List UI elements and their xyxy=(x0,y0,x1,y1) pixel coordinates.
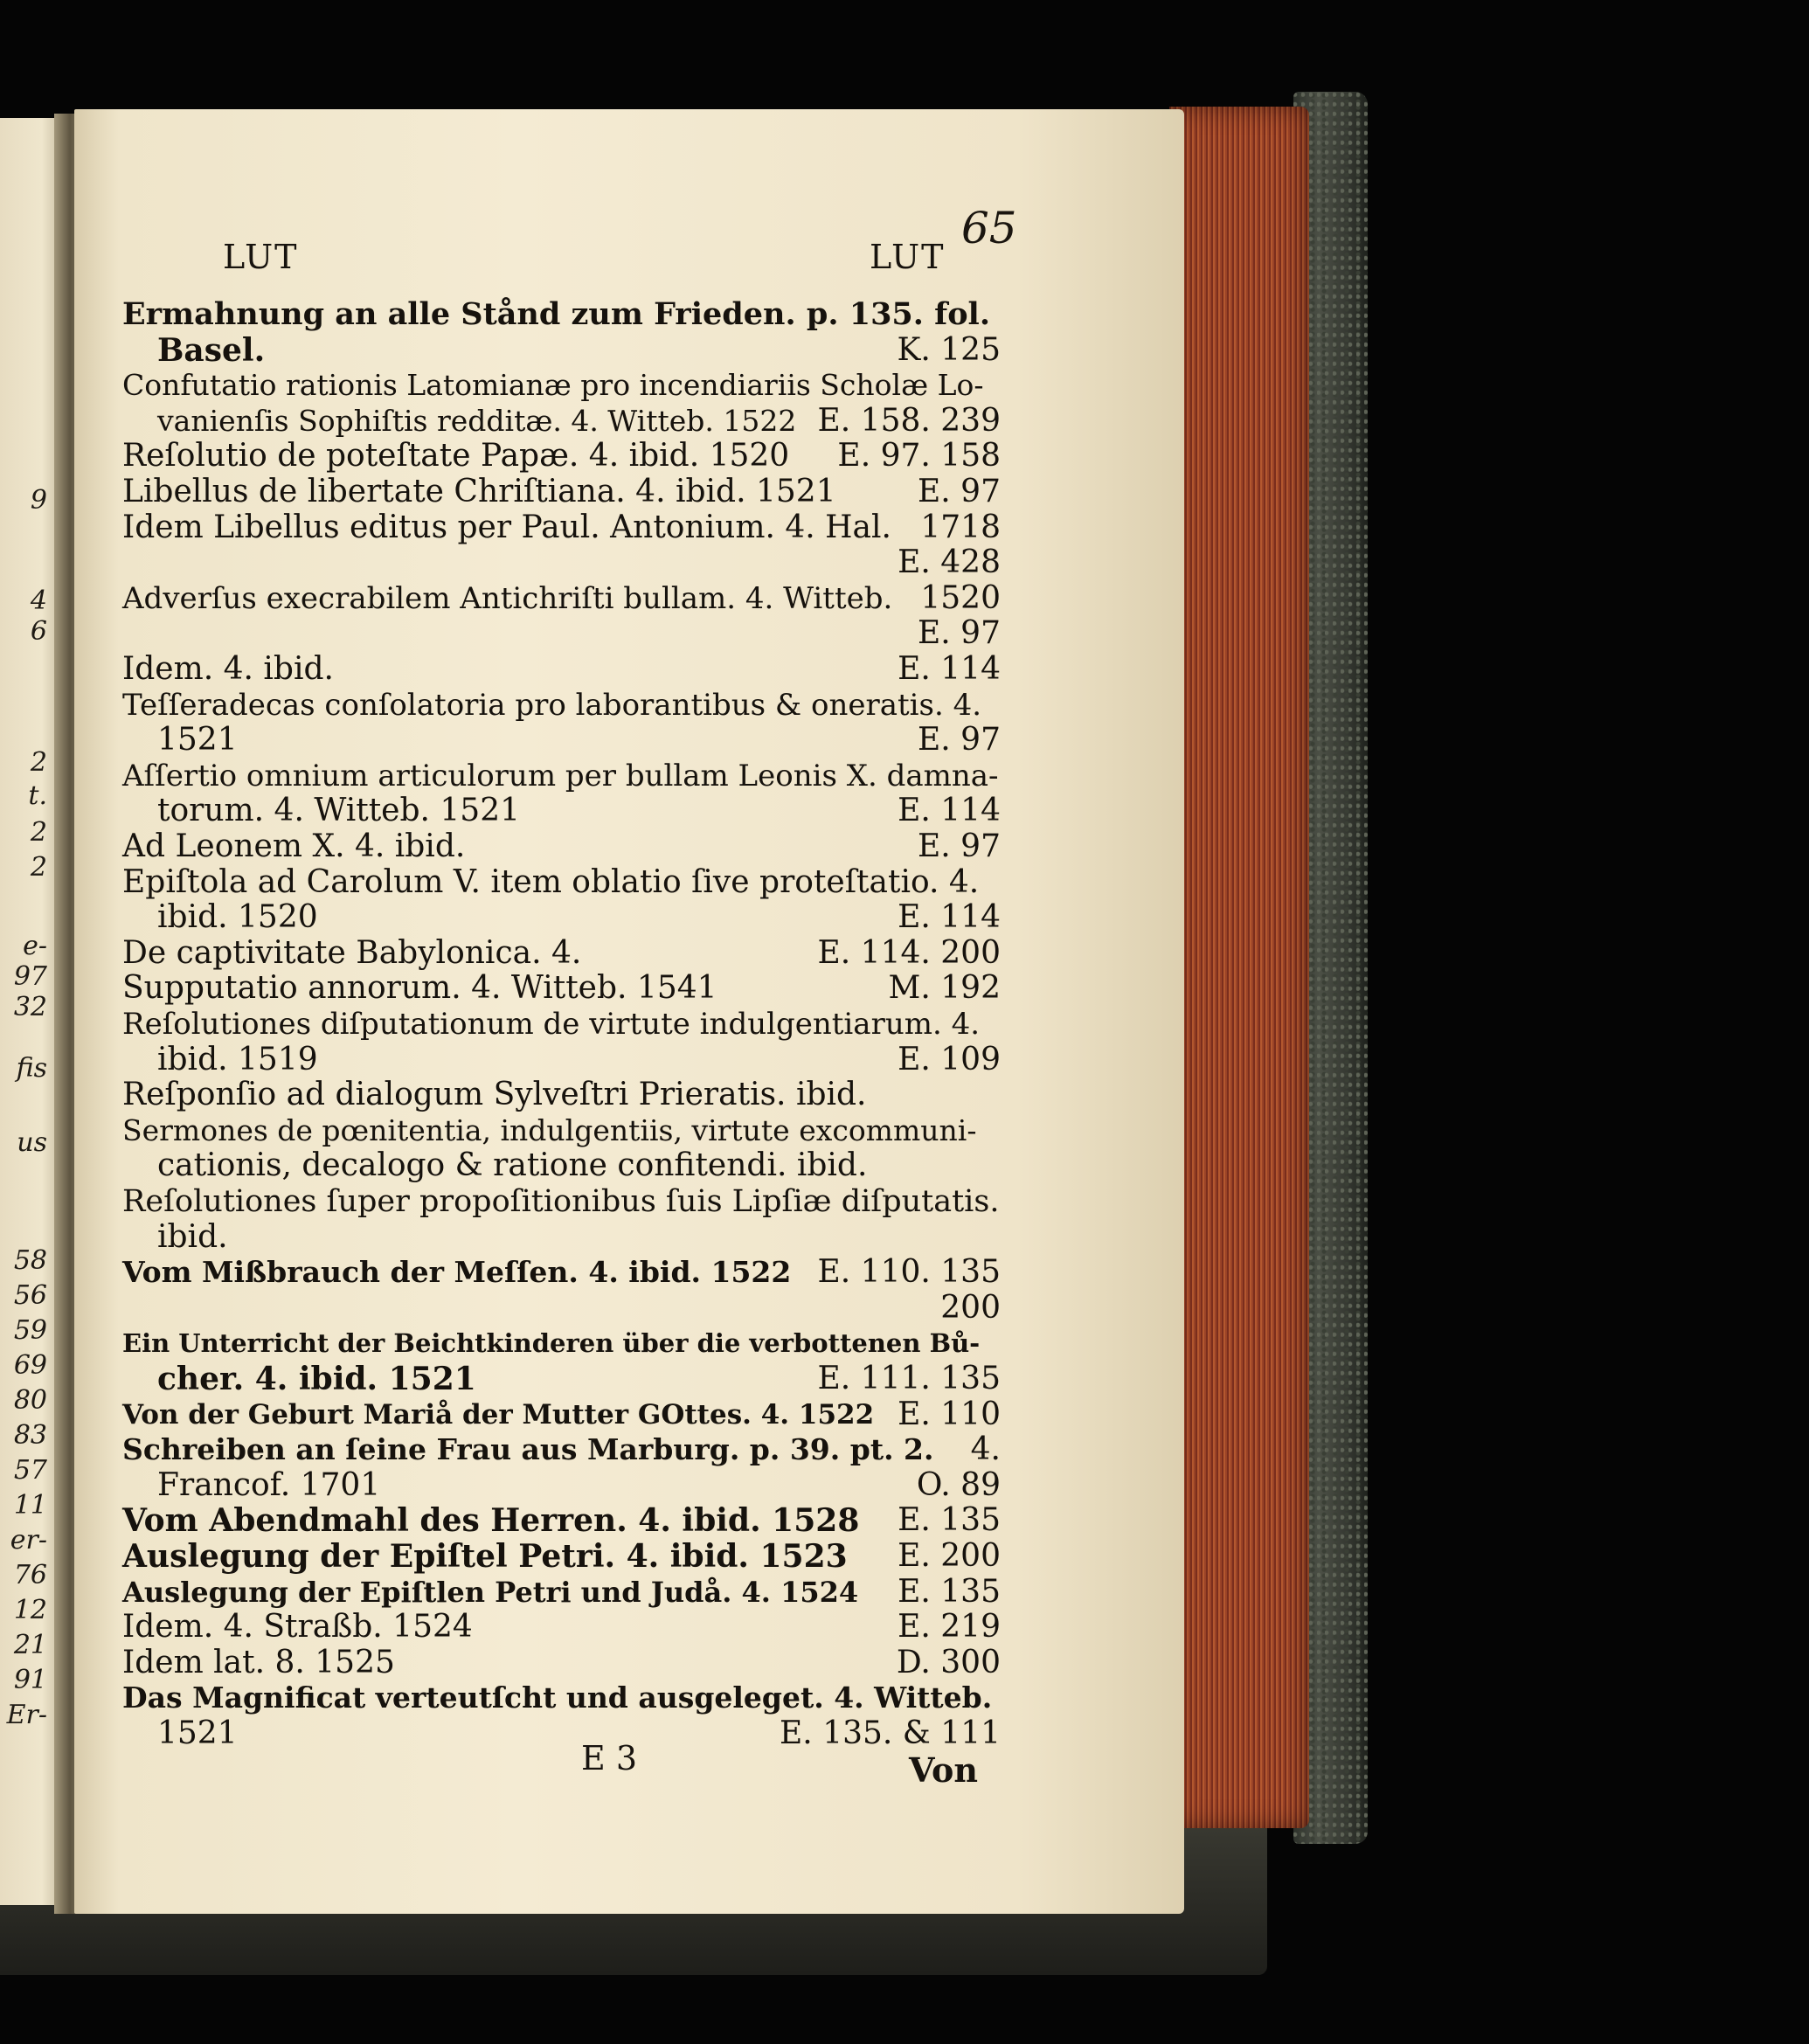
entry-shelfmark: E. 97 xyxy=(918,615,1001,652)
entry-text: ibid. 1520 xyxy=(157,899,318,936)
left-page-fragment: 58 xyxy=(13,1245,47,1276)
left-page-fragment: 97 xyxy=(13,961,47,992)
left-page-fragment: 32 xyxy=(13,992,47,1022)
running-head-left: LUT xyxy=(223,238,299,276)
entry-text: vanienſis Sophiſtis redditæ. 4. Witteb. 1522 xyxy=(157,403,797,438)
entry-shelfmark: E. 97. 158 xyxy=(837,438,1001,475)
entry-shelfmark: M. 192 xyxy=(888,970,1001,1007)
entry-line xyxy=(122,1716,1001,1751)
left-page-fragment: 11 xyxy=(13,1490,47,1521)
entry-shelfmark: K. 125 xyxy=(897,331,1001,368)
entry-shelfmark: E. 158. 239 xyxy=(817,402,1001,439)
left-page-fragment: 59 xyxy=(13,1315,47,1346)
entry-line xyxy=(122,1610,1001,1645)
entry-text: 1521 xyxy=(157,1715,238,1751)
entry-text: Reſponſio ad dialogum Sylveſtri Prieratis. ibid. xyxy=(122,1077,867,1113)
page-number: 65 xyxy=(961,203,1017,253)
entry-shelfmark: E. 135 xyxy=(898,1502,1001,1539)
left-page-fragment: 12 xyxy=(13,1595,47,1625)
entry-line xyxy=(122,1362,1001,1396)
entry-text: Basel. xyxy=(157,331,266,369)
entry-shelfmark: E. 114 xyxy=(898,793,1001,829)
left-page-fragment: t. xyxy=(28,780,47,811)
entry-line xyxy=(122,829,1001,864)
entry-line xyxy=(122,1007,1001,1042)
entry-text: Supputatio annorum. 4. Witteb. 1541 xyxy=(122,970,717,1007)
entry-line xyxy=(122,333,1001,368)
left-page-fragment: 2 xyxy=(30,817,47,848)
entry-line xyxy=(122,723,1001,758)
left-page-fragment: us xyxy=(17,1127,47,1158)
entry-line xyxy=(122,1680,1001,1715)
entry-shelfmark: E. 109 xyxy=(898,1041,1001,1077)
entry-line xyxy=(122,1575,1001,1610)
entry-shelfmark: E. 219 xyxy=(898,1609,1001,1646)
left-page-fragment: 4 xyxy=(30,585,47,616)
entry-text: Ein Unterricht der Beichtkinderen über die verbottenen Bů- xyxy=(122,1328,981,1359)
entry-line xyxy=(122,1326,1001,1361)
entry-text: 1521 xyxy=(157,722,238,759)
entry-text: Idem. 4. Straßb. 1524 xyxy=(122,1609,473,1646)
left-page-fragment: 6 xyxy=(30,616,47,647)
entry-line xyxy=(122,475,1001,509)
entry-shelfmark: O. 89 xyxy=(916,1466,1001,1503)
entry-line xyxy=(122,1184,1001,1219)
entry-text: Vom Mißbrauch der Meſſen. 4. ibid. 1522 xyxy=(122,1255,792,1290)
entry-shelfmark: E. 111. 135 xyxy=(817,1361,1001,1396)
entry-shelfmark: E. 200 xyxy=(898,1538,1001,1574)
entry-line xyxy=(122,1077,1001,1112)
page-edges xyxy=(1169,107,1309,1828)
left-page-fragment: 2 xyxy=(30,747,47,778)
entry-line xyxy=(122,1148,1001,1183)
entry-text: Schreiben an ſeine Frau aus Marburg. p. 39. pt. 2. xyxy=(122,1432,934,1467)
entry-text: Vom Abendmahl des Herren. 4. ibid. 1528 xyxy=(122,1502,860,1540)
entry-shelfmark: E. 135 xyxy=(898,1573,1001,1610)
entry-shelfmark: E. 97 xyxy=(918,828,1001,864)
entry-shelfmark: E. 114 xyxy=(898,651,1001,687)
entry-text: Reſolutio de poteſtate Papæ. 4. ibid. 1520 xyxy=(122,438,790,475)
entry-line xyxy=(122,652,1001,687)
entry-text: Aſſertio omnium articulorum per bullam Leonis X. damna- xyxy=(122,758,999,793)
entry-line xyxy=(122,297,1001,332)
entry-text: Das Magnificat verteutſcht und ausgeleget. 4. Witteb. xyxy=(122,1680,993,1715)
entry-line xyxy=(122,1539,1001,1574)
entry-line xyxy=(122,1291,1001,1326)
entry-text: torum. 4. Witteb. 1521 xyxy=(157,793,521,829)
entry-text: De captivitate Babylonica. 4. xyxy=(122,934,582,971)
entry-line xyxy=(122,900,1001,935)
entry-shelfmark: E. 110 xyxy=(898,1396,1001,1432)
left-page-fragment: er- xyxy=(10,1525,47,1556)
entry-shelfmark: E. 135. & 111 xyxy=(780,1715,1001,1751)
entry-text: Auslegung der Epiſtel Petri. 4. ibid. 1523 xyxy=(122,1538,848,1575)
entry-text: Francof. 1701 xyxy=(157,1466,381,1503)
entry-shelfmark: E. 110. 135 xyxy=(817,1254,1001,1291)
entry-text: Adverſus execrabilem Antichriſti bullam. 4. Witteb. xyxy=(122,580,893,616)
entry-line xyxy=(122,1113,1001,1148)
catchword: Von xyxy=(909,1750,978,1790)
left-page-fragment: fis xyxy=(16,1053,47,1084)
entry-line xyxy=(122,1503,1001,1538)
entry-line xyxy=(122,793,1001,828)
left-page-fragment: 76 xyxy=(13,1560,47,1590)
signature-mark: E 3 xyxy=(581,1739,637,1777)
entry-line xyxy=(122,510,1001,545)
entry-line xyxy=(122,1220,1001,1255)
entry-line xyxy=(122,688,1001,723)
entry-text: Reſolutiones ſuper propoſitionibus ſuis Lipſiæ diſputatis. xyxy=(122,1184,1000,1219)
entry-line xyxy=(122,1397,1001,1432)
entry-line xyxy=(122,971,1001,1006)
entry-text: ibid. 1519 xyxy=(157,1041,318,1077)
entry-text: Libellus de libertate Chriſtiana. 4. ibid. 1521 xyxy=(122,474,836,509)
entry-line xyxy=(122,581,1001,616)
entry-text: Ermahnung an alle Stånd zum Frieden. p. 135. fol. xyxy=(122,296,991,332)
entry-shelfmark: 4. xyxy=(970,1431,1001,1468)
left-page-fragment: 21 xyxy=(13,1630,47,1660)
entry-text: ibid. xyxy=(157,1218,228,1255)
left-page-fragment: e- xyxy=(23,931,47,961)
entry-shelfmark: E. 97 xyxy=(918,474,1001,509)
entry-line xyxy=(122,545,1001,580)
entry-line xyxy=(122,616,1001,651)
entry-text: Confutatio rationis Latomianæ pro incendiariis Scholæ Lo- xyxy=(122,368,984,403)
entry-shelfmark: 1718 xyxy=(920,509,1001,545)
entry-text: Teſſeradecas conſolatoria pro laborantibus & oneratis. 4. xyxy=(122,687,982,723)
entry-text: Ad Leonem X. 4. ibid. xyxy=(122,828,466,864)
entry-shelfmark: 200 xyxy=(940,1289,1001,1326)
entry-line xyxy=(122,1468,1001,1503)
left-page-fragment: 57 xyxy=(13,1455,47,1486)
left-page-fragment: 69 xyxy=(13,1350,47,1381)
left-page-fragment: 91 xyxy=(13,1665,47,1695)
entry-line xyxy=(122,1255,1001,1290)
entry-text: Auslegung der Epiſtlen Petri und Judå. 4. 1524 xyxy=(122,1575,859,1609)
entry-text: Von der Geburt Mariå der Mutter GOttes. 4. 1522 xyxy=(122,1398,875,1431)
entry-shelfmark: E. 97 xyxy=(918,722,1001,759)
left-page-fragment: Er- xyxy=(6,1700,47,1730)
entry-line xyxy=(122,439,1001,474)
left-page-fragment: 2 xyxy=(30,852,47,883)
left-page-fragment: 80 xyxy=(13,1385,47,1416)
entry-text: Idem lat. 8. 1525 xyxy=(122,1644,395,1680)
left-page-fragment: 83 xyxy=(13,1420,47,1451)
left-page-fragment: 56 xyxy=(13,1280,47,1311)
entry-line xyxy=(122,865,1001,900)
entry-line xyxy=(122,936,1001,971)
entry-text: cationis, decalogo & ratione confitendi. ibid. xyxy=(157,1147,868,1184)
entry-text: Idem. 4. ibid. xyxy=(122,651,334,687)
entry-text: Epiſtola ad Carolum V. item oblatio ſive proteſtatio. 4. xyxy=(122,863,980,900)
entry-line xyxy=(122,759,1001,793)
running-head-right: LUT xyxy=(870,238,946,276)
entry-text: cher. 4. ibid. 1521 xyxy=(157,1361,476,1397)
left-page-fragment: 9 xyxy=(30,485,47,516)
entry-shelfmark: E. 114 xyxy=(898,899,1001,936)
entry-text: Reſolutiones diſputationum de virtute indulgentiarum. 4. xyxy=(122,1007,981,1042)
entry-shelfmark: D. 300 xyxy=(896,1644,1001,1680)
entry-shelfmark: E. 114. 200 xyxy=(817,934,1001,971)
entry-shelfmark: 1520 xyxy=(920,579,1001,616)
entry-line xyxy=(122,1432,1001,1467)
entry-text: Idem Libellus editus per Paul. Antonium. 4. Hal. xyxy=(122,509,891,545)
entry-line xyxy=(122,368,1001,403)
entry-text: Sermones de pœnitentia, indulgentiis, virtute excommuni- xyxy=(122,1112,977,1147)
entry-line xyxy=(122,1043,1001,1077)
entry-line xyxy=(122,1646,1001,1680)
entry-line xyxy=(122,404,1001,439)
entry-shelfmark: E. 428 xyxy=(898,544,1001,581)
